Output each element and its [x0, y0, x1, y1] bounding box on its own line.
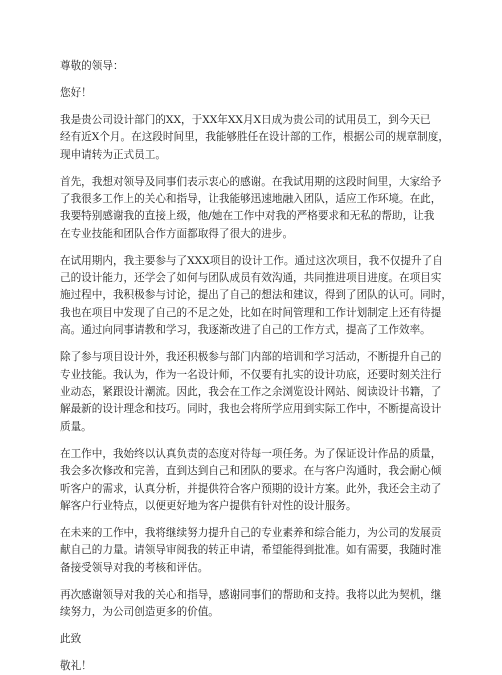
paragraph-line: 备接受领导对我的考核和评估。 — [60, 561, 209, 574]
paragraph-line: 再次感谢领导对我的关心和指导，感谢同事们的帮助和支持。我将以此为契机，继 — [60, 588, 442, 601]
body-paragraph — [60, 174, 442, 244]
paragraph-line: 现申请转为正式员工。 — [60, 148, 166, 161]
paragraph-line: 在试用期内，我主要参与了XXX项目的设计工作。通过这次项目，我不仅提升了自 — [60, 254, 443, 267]
body-paragraph — [60, 446, 442, 516]
body-paragraph — [60, 349, 442, 436]
paragraph-line: 解最新的设计理念和技巧。同时，我也会将所学应用到实际工作中，不断提高设计 — [60, 403, 442, 416]
paragraph-line: 了我很多工作上的关心和指导，让我能够迅速地融入团队，适应工作环境。在此， — [60, 192, 442, 205]
paragraph-line: 除了参与项目设计外，我还积极参与部门内部的培训和学习活动，不断提升自己的 — [60, 351, 442, 364]
paragraph-line: 质量。 — [60, 420, 92, 433]
letter-body — [60, 112, 452, 631]
body-paragraph — [60, 587, 442, 622]
closing-jing-li: 敬礼！ — [60, 659, 92, 672]
paragraph-line: 己的设计能力，还学会了如何与团队成员有效沟通，共同推进项目进度。在项目实 — [60, 272, 442, 285]
paragraph-line: 解客户行业特点，以便更好地为客户提供有针对性的设计服务。 — [60, 499, 357, 512]
closing-ci-zhi: 此致 — [60, 632, 82, 645]
paragraph-line: 我也在项目中发现了自己的不足之处，比如在时间管理和工作计划制定上还有待提 — [60, 306, 442, 319]
body-paragraph — [60, 253, 452, 340]
body-paragraph — [60, 525, 442, 577]
paragraph-line: 高。通过向同事请教和学习，我逐渐改进了自己的工作方式，提高了工作效率。 — [60, 324, 431, 337]
body-paragraph — [60, 112, 449, 164]
paragraph-line: 在工作中，我始终以认真负责的态度对待每一项任务。为了保证设计作品的质量， — [60, 447, 442, 460]
paragraph-line: 我会多次修改和完善，直到达到自己和团队的要求。在与客户沟通时，我会耐心倾 — [60, 465, 442, 478]
paragraph-line: 施过程中，我积极参与讨论，提出了自己的想法和建议，得到了团队的认可。同时， — [60, 289, 452, 302]
salutation: 尊敬的领导： — [60, 60, 124, 72]
paragraph-line: 专业技能。我认为，作为一名设计师，不仅要有扎实的设计功底，还要时刻关注行 — [60, 368, 442, 381]
paragraph-line: 业动态，紧跟设计潮流。因此，我会在工作之余浏览设计网站、阅读设计书籍，了 — [60, 386, 442, 398]
greeting: 您好！ — [60, 86, 92, 99]
paragraph-line: 在未来的工作中，我将继续努力提升自己的专业素养和综合能力，为公司的发展贡 — [60, 526, 442, 539]
paragraph-line: 首先，我想对领导及同事们表示衷心的感谢。在我试用期的这段时间里，大家给予 — [60, 175, 442, 188]
paragraph-line: 在专业技能和团队合作方面都取得了很大的进步。 — [60, 227, 294, 240]
paragraph-line: 我要特别感谢我的直接上级，他/她在工作中对我的严格要求和无私的帮助，让我 — [60, 210, 435, 223]
paragraph-line: 我是贵公司设计部门的XX，于XX年XX月X日成为贵公司的试用员工，到今天已 — [60, 113, 431, 126]
paragraph-line: 经有近X个月。在这段时间里，我能够胜任在设计部的工作，根据公司的规章制度， — [60, 131, 449, 144]
paragraph-line: 献自己的力量。请领导审阅我的转正申请，希望能得到批准。如有需要，我随时准 — [60, 544, 442, 557]
paragraph-line: 续努力，为公司创造更多的价值。 — [60, 605, 219, 618]
paragraph-line: 听客户的需求，认真分析，并提供符合客户预期的设计方案。此外，我还会主动了 — [60, 482, 442, 495]
